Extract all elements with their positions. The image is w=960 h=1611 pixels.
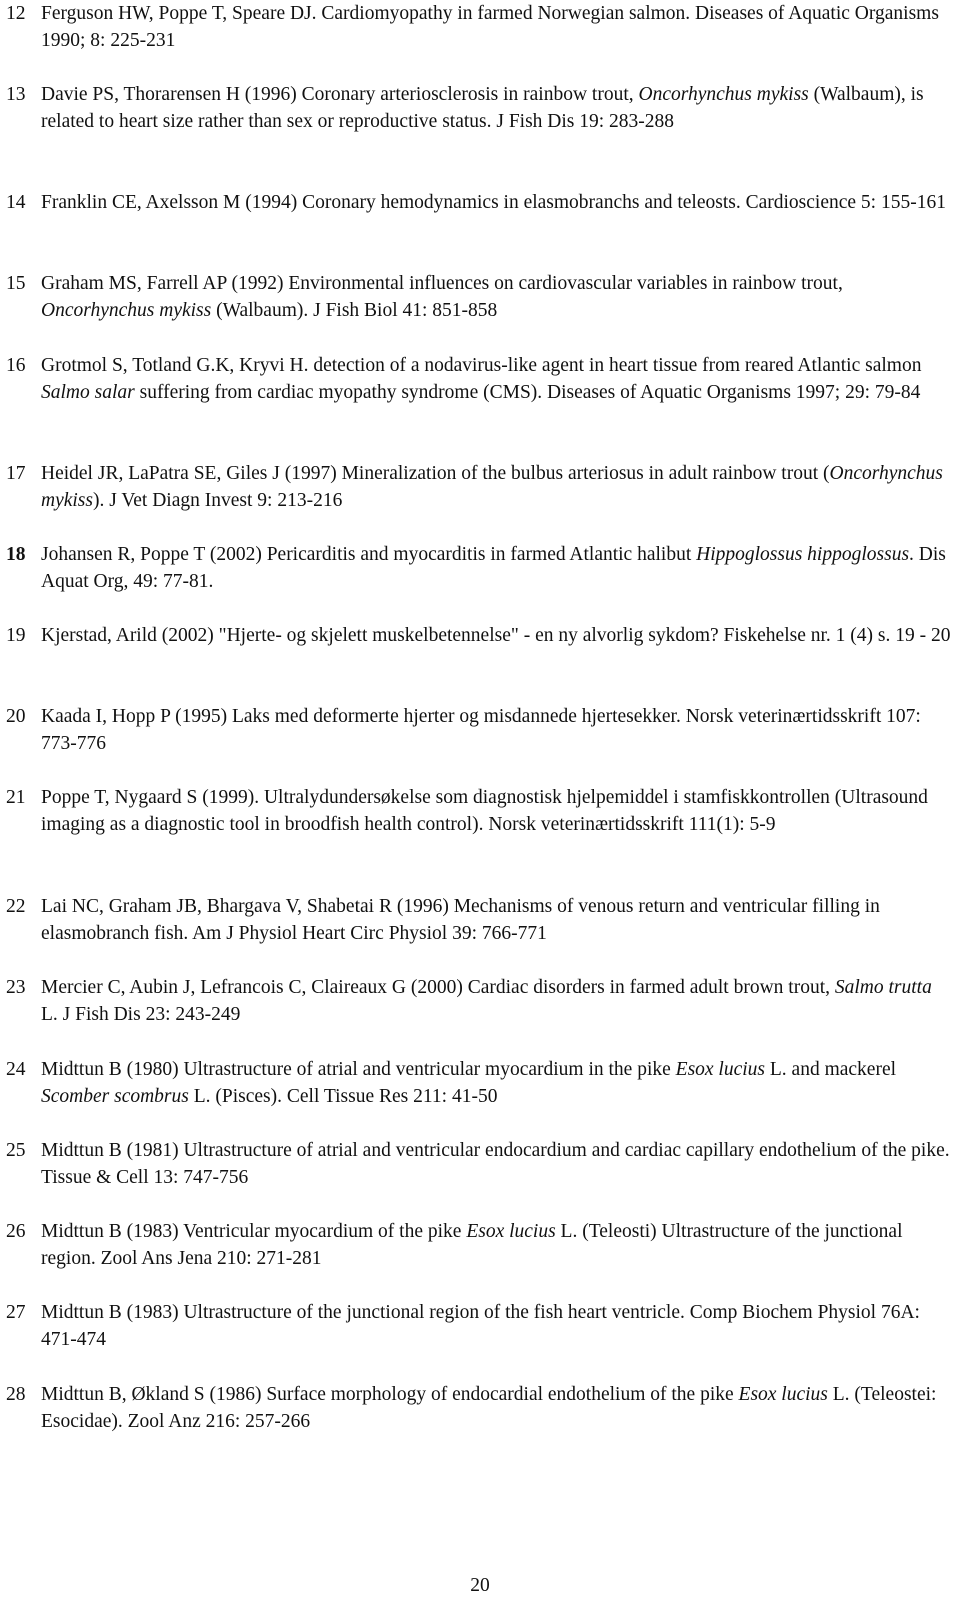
reference-number: 21 (6, 787, 26, 808)
reference-number: 23 (6, 977, 26, 998)
reference-number: 15 (6, 273, 26, 294)
reference-text: Mercier C, Aubin J, Lefrancois C, Claireaux G (2000) Cardiac disorders in farmed adult brown trout, Salmo trutta L. J Fish Dis 23: 243-249 (41, 977, 932, 1025)
reference-number: 27 (6, 1302, 26, 1323)
reference-number: 16 (6, 355, 26, 376)
reference-text: Grotmol S, Totland G.K, Kryvi H. detection of a nodavirus-like agent in heart tissue from reared Atlantic salmon Salmo salar suffering from cardiac myopathy syndrome (CMS). Diseases of Aquatic Organisms 1997; 29: 79-84 (41, 355, 922, 403)
reference-number: 24 (6, 1059, 26, 1080)
reference-item (6, 893, 951, 947)
species-name: Scomber scombrus (41, 1086, 189, 1107)
reference-text: Davie PS, Thorarensen H (1996) Coronary arteriosclerosis in rainbow trout, Oncorhynchus mykiss (Walbaum), is related to heart size rather than sex or reproductive status. J Fish Dis 19: 283-288 (41, 84, 924, 132)
reference-item (6, 270, 951, 324)
reference-item (6, 703, 951, 757)
reference-item (6, 1299, 951, 1353)
species-name: Oncorhynchus mykiss (41, 300, 212, 321)
reference-text: Johansen R, Poppe T (2002) Pericarditis and myocarditis in farmed Atlantic halibut Hippoglossus hippoglossus. Dis Aquat Org, 49: 77-81. (41, 544, 946, 592)
reference-item (6, 622, 951, 649)
reference-item (6, 1381, 951, 1435)
reference-number: 22 (6, 896, 26, 917)
species-name: Salmo salar (41, 382, 135, 403)
species-name: Salmo trutta (834, 977, 932, 998)
species-name: Oncorhynchus mykiss (41, 463, 943, 511)
reference-item (6, 352, 951, 406)
species-name: Esox lucius (466, 1221, 556, 1242)
reference-number: 19 (6, 625, 26, 646)
reference-text: Midttun B (1983) Ultrastructure of the junctional region of the fish heart ventricle. Comp Biochem Physiol 76A: 471-474 (41, 1302, 920, 1350)
species-name: Esox lucius (675, 1059, 766, 1080)
reference-item (6, 460, 951, 514)
reference-item (6, 1137, 951, 1191)
reference-text: Kjerstad, Arild (2002) "Hjerte- og skjelett muskelbetennelse" - en ny alvorlig sykdom? Fiskehelse nr. 1 (4) s. 19 - 20 (41, 625, 951, 646)
reference-text: Lai NC, Graham JB, Bhargava V, Shabetai R (1996) Mechanisms of venous return and ventricular filling in elasmobranch fish. Am J Physiol Heart Circ Physiol 39: 766-771 (41, 896, 880, 944)
reference-item (6, 81, 951, 135)
species-name: Hippoglossus hippoglossus (696, 544, 910, 565)
reference-text: Poppe T, Nygaard S (1999). Ultralydundersøkelse som diagnostisk hjelpemiddel i stamfiskkontrollen (Ultrasound imaging as a diagnostic tool in broodfish health control). Norsk veterinærtidsskrift 111(1): 5-9 (41, 787, 928, 835)
reference-number: 26 (6, 1221, 26, 1242)
reference-item (6, 189, 951, 216)
reference-number: 13 (6, 84, 26, 105)
reference-number: 20 (6, 706, 26, 727)
reference-item (6, 0, 951, 54)
reference-number: 28 (6, 1384, 26, 1405)
reference-item (6, 541, 951, 595)
page-number: 20 (470, 1575, 490, 1596)
reference-text: Franklin CE, Axelsson M (1994) Coronary hemodynamics in elasmobranchs and teleosts. Cardioscience 5: 155-161 (41, 192, 946, 213)
reference-text: Heidel JR, LaPatra SE, Giles J (1997) Mineralization of the bulbus arteriosus in adult rainbow trout (Oncorhynchus mykiss). J Vet Diagn Invest 9: 213-216 (41, 463, 943, 511)
reference-number: 18 (6, 544, 26, 565)
reference-text: Midttun B (1983) Ventricular myocardium of the pike Esox lucius L. (Teleosti) Ultrastructure of the junctional region. Zool Ans Jena 210: 271-281 (41, 1221, 903, 1269)
reference-number: 12 (6, 3, 26, 24)
reference-item (6, 1056, 951, 1110)
reference-item (6, 1218, 951, 1272)
reference-text: Ferguson HW, Poppe T, Speare DJ. Cardiomyopathy in farmed Norwegian salmon. Diseases of Aquatic Organisms 1990; 8: 225-231 (41, 3, 939, 51)
reference-text: Kaada I, Hopp P (1995) Laks med deformerte hjerter og misdannede hjertesekker. Norsk veterinærtidsskrift 107: 773-776 (41, 706, 921, 754)
species-name: Oncorhynchus mykiss (638, 84, 809, 105)
reference-text: Graham MS, Farrell AP (1992) Environmental influences on cardiovascular variables in rainbow trout, Oncorhynchus mykiss (Walbaum). J Fish Biol 41: 851-858 (41, 273, 843, 321)
reference-text: Midttun B (1981) Ultrastructure of atrial and ventricular endocardium and cardiac capillary endothelium of the pike. Tissue & Cell 13: 747-756 (41, 1140, 950, 1188)
species-name: Esox lucius (738, 1384, 828, 1405)
reference-number: 14 (6, 192, 26, 213)
reference-text: Midttun B, Økland S (1986) Surface morphology of endocardial endothelium of the pike Esox lucius L. (Teleostei: Esocidae). Zool Anz 216: 257-266 (41, 1384, 937, 1432)
reference-item (6, 974, 951, 1028)
reference-text: Midttun B (1980) Ultrastructure of atrial and ventricular myocardium in the pike Esox lucius L. and mackerel Scomber scombrus L. (Pisces). Cell Tissue Res 211: 41-50 (41, 1059, 897, 1107)
reference-number: 17 (6, 463, 26, 484)
reference-number: 25 (6, 1140, 26, 1161)
reference-item (6, 784, 951, 838)
